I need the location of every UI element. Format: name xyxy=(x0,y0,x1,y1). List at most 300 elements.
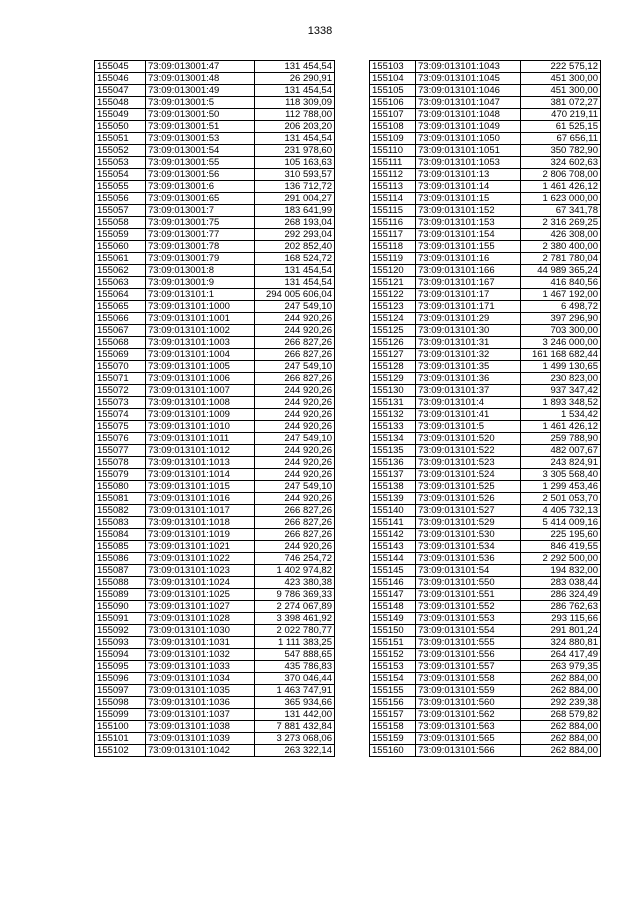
row-number-cell: 155156 xyxy=(370,697,416,709)
cadastral-number-cell: 73:09:013001:7 xyxy=(146,205,255,217)
cadastral-number-cell: 73:09:013101:563 xyxy=(416,721,521,733)
row-number-cell: 155066 xyxy=(95,313,146,325)
table-row xyxy=(370,697,601,709)
row-number-cell: 155132 xyxy=(370,409,416,421)
table-row xyxy=(370,97,601,109)
table-row xyxy=(370,361,601,373)
table-row xyxy=(95,721,335,733)
cadastral-number-cell: 73:09:013101:558 xyxy=(416,673,521,685)
value-cell: 3 398 461,92 xyxy=(255,613,335,625)
value-cell: 131 454,54 xyxy=(255,133,335,145)
value-cell: 262 884,00 xyxy=(521,685,601,697)
row-number-cell: 155120 xyxy=(370,265,416,277)
row-number-cell: 155061 xyxy=(95,253,146,265)
row-number-cell: 155121 xyxy=(370,277,416,289)
table-row xyxy=(370,61,601,73)
table-row xyxy=(370,421,601,433)
value-cell: 3 246 000,00 xyxy=(521,337,601,349)
table-row xyxy=(370,445,601,457)
row-number-cell: 155067 xyxy=(95,325,146,337)
value-cell: 244 920,26 xyxy=(255,313,335,325)
table-row xyxy=(95,337,335,349)
table-row xyxy=(95,361,335,373)
cadastral-number-cell: 73:09:013101:1053 xyxy=(416,157,521,169)
value-cell: 266 827,26 xyxy=(255,505,335,517)
cadastral-number-cell: 73:09:013001:49 xyxy=(146,85,255,97)
table-row xyxy=(370,433,601,445)
table-row xyxy=(95,709,335,721)
value-cell: 168 524,72 xyxy=(255,253,335,265)
value-cell: 937 347,42 xyxy=(521,385,601,397)
value-cell: 222 575,12 xyxy=(521,61,601,73)
value-cell: 9 786 369,33 xyxy=(255,589,335,601)
cadastral-number-cell: 73:09:013001:65 xyxy=(146,193,255,205)
cadastral-number-cell: 73:09:013101:566 xyxy=(416,745,521,757)
table-row xyxy=(95,73,335,85)
table-row xyxy=(95,373,335,385)
row-number-cell: 155112 xyxy=(370,169,416,181)
cadastral-number-cell: 73:09:013101:1007 xyxy=(146,385,255,397)
table-row xyxy=(370,673,601,685)
row-number-cell: 155160 xyxy=(370,745,416,757)
value-cell: 293 115,66 xyxy=(521,613,601,625)
row-number-cell: 155047 xyxy=(95,85,146,97)
row-number-cell: 155137 xyxy=(370,469,416,481)
cadastral-number-cell: 73:09:013101:1027 xyxy=(146,601,255,613)
table-row xyxy=(95,109,335,121)
row-number-cell: 155159 xyxy=(370,733,416,745)
table-row xyxy=(370,541,601,553)
value-cell: 1 299 453,46 xyxy=(521,481,601,493)
row-number-cell: 155126 xyxy=(370,337,416,349)
value-cell: 244 920,26 xyxy=(255,421,335,433)
cadastral-number-cell: 73:09:013101:152 xyxy=(416,205,521,217)
table-row xyxy=(95,301,335,313)
row-number-cell: 155049 xyxy=(95,109,146,121)
value-cell: 3 273 068,06 xyxy=(255,733,335,745)
cadastral-number-cell: 73:09:013101:560 xyxy=(416,697,521,709)
row-number-cell: 155068 xyxy=(95,337,146,349)
cadastral-number-cell: 73:09:013101:1013 xyxy=(146,457,255,469)
row-number-cell: 155055 xyxy=(95,181,146,193)
row-number-cell: 155046 xyxy=(95,73,146,85)
value-cell: 268 579,82 xyxy=(521,709,601,721)
row-number-cell: 155109 xyxy=(370,133,416,145)
cadastral-number-cell: 73:09:013001:54 xyxy=(146,145,255,157)
cadastral-number-cell: 73:09:013101:171 xyxy=(416,301,521,313)
row-number-cell: 155045 xyxy=(95,61,146,73)
cadastral-number-cell: 73:09:013101:534 xyxy=(416,541,521,553)
table-row xyxy=(370,661,601,673)
table-row xyxy=(95,445,335,457)
row-number-cell: 155093 xyxy=(95,637,146,649)
table-row xyxy=(370,157,601,169)
cadastral-number-cell: 73:09:013101:1032 xyxy=(146,649,255,661)
value-cell: 244 920,26 xyxy=(255,325,335,337)
row-number-cell: 155145 xyxy=(370,565,416,577)
table-row xyxy=(370,397,601,409)
row-number-cell: 155138 xyxy=(370,481,416,493)
row-number-cell: 155063 xyxy=(95,277,146,289)
row-number-cell: 155090 xyxy=(95,601,146,613)
table-row xyxy=(370,721,601,733)
table-row xyxy=(95,601,335,613)
row-number-cell: 155114 xyxy=(370,193,416,205)
cadastral-number-cell: 73:09:013001:75 xyxy=(146,217,255,229)
value-cell: 194 832,00 xyxy=(521,565,601,577)
table-row xyxy=(95,193,335,205)
table-row xyxy=(95,661,335,673)
row-number-cell: 155119 xyxy=(370,253,416,265)
cadastral-number-cell: 73:09:013101:1010 xyxy=(146,421,255,433)
value-cell: 310 593,57 xyxy=(255,169,335,181)
table-row xyxy=(370,493,601,505)
table-row xyxy=(370,481,601,493)
cadastral-number-cell: 73:09:013101:1049 xyxy=(416,121,521,133)
row-number-cell: 155074 xyxy=(95,409,146,421)
cadastral-number-cell: 73:09:013101:1045 xyxy=(416,73,521,85)
cadastral-number-cell: 73:09:013101:562 xyxy=(416,709,521,721)
cadastral-number-cell: 73:09:013001:53 xyxy=(146,133,255,145)
table-row xyxy=(95,553,335,565)
table-row xyxy=(370,301,601,313)
table-row xyxy=(370,709,601,721)
row-number-cell: 155106 xyxy=(370,97,416,109)
cadastral-number-cell: 73:09:013101:1004 xyxy=(146,349,255,361)
cadastral-number-cell: 73:09:013101:1048 xyxy=(416,109,521,121)
table-row xyxy=(95,517,335,529)
row-number-cell: 155052 xyxy=(95,145,146,157)
cadastral-number-cell: 73:09:013101:551 xyxy=(416,589,521,601)
value-cell: 131 454,54 xyxy=(255,277,335,289)
cadastral-number-cell: 73:09:013101:1034 xyxy=(146,673,255,685)
value-cell: 291 801,24 xyxy=(521,625,601,637)
row-number-cell: 155065 xyxy=(95,301,146,313)
table-row xyxy=(370,241,601,253)
cadastral-number-cell: 73:09:013001:50 xyxy=(146,109,255,121)
value-cell: 26 290,91 xyxy=(255,73,335,85)
table-row xyxy=(370,145,601,157)
row-number-cell: 155149 xyxy=(370,613,416,625)
page-number: 1338 xyxy=(307,25,333,37)
cadastral-number-cell: 73:09:013101:1024 xyxy=(146,577,255,589)
row-number-cell: 155143 xyxy=(370,541,416,553)
table-row xyxy=(95,181,335,193)
cadastral-number-cell: 73:09:013101:14 xyxy=(416,181,521,193)
row-number-cell: 155125 xyxy=(370,325,416,337)
table-row xyxy=(95,565,335,577)
row-number-cell: 155059 xyxy=(95,229,146,241)
row-number-cell: 155110 xyxy=(370,145,416,157)
cadastral-number-cell: 73:09:013101:1023 xyxy=(146,565,255,577)
value-cell: 244 920,26 xyxy=(255,457,335,469)
value-cell: 183 641,99 xyxy=(255,205,335,217)
value-cell: 262 884,00 xyxy=(521,745,601,757)
row-number-cell: 155105 xyxy=(370,85,416,97)
table-row xyxy=(95,541,335,553)
value-cell: 244 920,26 xyxy=(255,409,335,421)
cadastral-number-cell: 73:09:013101:559 xyxy=(416,685,521,697)
row-number-cell: 155150 xyxy=(370,625,416,637)
value-cell: 1 534,42 xyxy=(521,409,601,421)
value-cell: 136 712,72 xyxy=(255,181,335,193)
cadastral-number-cell: 73:09:013101:522 xyxy=(416,445,521,457)
cadastral-number-cell: 73:09:013101:1050 xyxy=(416,133,521,145)
value-cell: 263 979,35 xyxy=(521,661,601,673)
cadastral-number-cell: 73:09:013101:520 xyxy=(416,433,521,445)
cadastral-number-cell: 73:09:013101:552 xyxy=(416,601,521,613)
table-row xyxy=(370,385,601,397)
table-row xyxy=(95,313,335,325)
right-table xyxy=(369,60,601,757)
cadastral-number-cell: 73:09:013101:554 xyxy=(416,625,521,637)
table-row xyxy=(95,637,335,649)
value-cell: 161 168 682,44 xyxy=(521,349,601,361)
table-row xyxy=(95,433,335,445)
cadastral-number-cell: 73:09:013001:5 xyxy=(146,97,255,109)
table-row xyxy=(95,733,335,745)
table-row xyxy=(95,217,335,229)
value-cell: 264 417,49 xyxy=(521,649,601,661)
cadastral-number-cell: 73:09:013101:523 xyxy=(416,457,521,469)
cadastral-number-cell: 73:09:013101:4 xyxy=(416,397,521,409)
value-cell: 350 782,90 xyxy=(521,145,601,157)
table-row xyxy=(95,205,335,217)
cadastral-number-cell: 73:09:013101:1 xyxy=(146,289,255,301)
cadastral-number-cell: 73:09:013101:1015 xyxy=(146,481,255,493)
table-row xyxy=(370,505,601,517)
row-number-cell: 155122 xyxy=(370,289,416,301)
value-cell: 397 296,90 xyxy=(521,313,601,325)
value-cell: 451 300,00 xyxy=(521,85,601,97)
cadastral-number-cell: 73:09:013101:1016 xyxy=(146,493,255,505)
value-cell: 247 549,10 xyxy=(255,481,335,493)
table-row xyxy=(370,85,601,97)
value-cell: 230 823,00 xyxy=(521,373,601,385)
cadastral-number-cell: 73:09:013101:530 xyxy=(416,529,521,541)
table-row xyxy=(370,121,601,133)
cadastral-number-cell: 73:09:013101:1038 xyxy=(146,721,255,733)
value-cell: 262 884,00 xyxy=(521,733,601,745)
row-number-cell: 155144 xyxy=(370,553,416,565)
cadastral-number-cell: 73:09:013001:77 xyxy=(146,229,255,241)
value-cell: 266 827,26 xyxy=(255,337,335,349)
row-number-cell: 155089 xyxy=(95,589,146,601)
cadastral-number-cell: 73:09:013101:1030 xyxy=(146,625,255,637)
value-cell: 247 549,10 xyxy=(255,433,335,445)
table-row xyxy=(370,277,601,289)
row-number-cell: 155124 xyxy=(370,313,416,325)
value-cell: 292 239,38 xyxy=(521,697,601,709)
cadastral-number-cell: 73:09:013101:556 xyxy=(416,649,521,661)
row-number-cell: 155131 xyxy=(370,397,416,409)
value-cell: 283 038,44 xyxy=(521,577,601,589)
row-number-cell: 155111 xyxy=(370,157,416,169)
value-cell: 2 806 708,00 xyxy=(521,169,601,181)
value-cell: 324 880,81 xyxy=(521,637,601,649)
cadastral-number-cell: 73:09:013101:1018 xyxy=(146,517,255,529)
table-row xyxy=(95,421,335,433)
value-cell: 247 549,10 xyxy=(255,361,335,373)
cadastral-number-cell: 73:09:013101:1047 xyxy=(416,97,521,109)
table-row xyxy=(370,181,601,193)
table-row xyxy=(95,349,335,361)
value-cell: 5 414 009,16 xyxy=(521,517,601,529)
table-row xyxy=(370,553,601,565)
cadastral-number-cell: 73:09:013101:1008 xyxy=(146,397,255,409)
row-number-cell: 155139 xyxy=(370,493,416,505)
cadastral-number-cell: 73:09:013101:1005 xyxy=(146,361,255,373)
cadastral-number-cell: 73:09:013001:48 xyxy=(146,73,255,85)
table-row xyxy=(370,577,601,589)
table-row xyxy=(370,289,601,301)
row-number-cell: 155102 xyxy=(95,745,146,757)
row-number-cell: 155104 xyxy=(370,73,416,85)
table-row xyxy=(95,229,335,241)
value-cell: 61 525,15 xyxy=(521,121,601,133)
value-cell: 244 920,26 xyxy=(255,469,335,481)
table-row xyxy=(95,397,335,409)
table-row xyxy=(95,85,335,97)
cadastral-number-cell: 73:09:013101:1035 xyxy=(146,685,255,697)
cadastral-number-cell: 73:09:013101:13 xyxy=(416,169,521,181)
value-cell: 112 788,00 xyxy=(255,109,335,121)
row-number-cell: 155095 xyxy=(95,661,146,673)
row-number-cell: 155115 xyxy=(370,205,416,217)
row-number-cell: 155116 xyxy=(370,217,416,229)
cadastral-number-cell: 73:09:013101:37 xyxy=(416,385,521,397)
table-row xyxy=(370,601,601,613)
cadastral-number-cell: 73:09:013101:16 xyxy=(416,253,521,265)
value-cell: 1 463 747,91 xyxy=(255,685,335,697)
table-row xyxy=(370,337,601,349)
cadastral-number-cell: 73:09:013101:1009 xyxy=(146,409,255,421)
table-row xyxy=(95,265,335,277)
value-cell: 263 322,14 xyxy=(255,745,335,757)
cadastral-number-cell: 73:09:013101:527 xyxy=(416,505,521,517)
value-cell: 381 072,27 xyxy=(521,97,601,109)
value-cell: 846 419,55 xyxy=(521,541,601,553)
value-cell: 67 656,11 xyxy=(521,133,601,145)
value-cell: 1 402 974,82 xyxy=(255,565,335,577)
value-cell: 266 827,26 xyxy=(255,349,335,361)
row-number-cell: 155051 xyxy=(95,133,146,145)
table-row xyxy=(95,289,335,301)
value-cell: 2 022 780,77 xyxy=(255,625,335,637)
table-row xyxy=(95,241,335,253)
table-row xyxy=(370,193,601,205)
row-number-cell: 155083 xyxy=(95,517,146,529)
row-number-cell: 155136 xyxy=(370,457,416,469)
value-cell: 1 467 192,00 xyxy=(521,289,601,301)
value-cell: 1 623 000,00 xyxy=(521,193,601,205)
cadastral-number-cell: 73:09:013101:565 xyxy=(416,733,521,745)
table-row xyxy=(370,265,601,277)
table-row xyxy=(95,697,335,709)
row-number-cell: 155154 xyxy=(370,673,416,685)
table-row xyxy=(370,649,601,661)
cadastral-number-cell: 73:09:013101:1051 xyxy=(416,145,521,157)
table-row xyxy=(370,217,601,229)
cadastral-number-cell: 73:09:013001:51 xyxy=(146,121,255,133)
row-number-cell: 155099 xyxy=(95,709,146,721)
cadastral-number-cell: 73:09:013001:6 xyxy=(146,181,255,193)
value-cell: 244 920,26 xyxy=(255,445,335,457)
row-number-cell: 155123 xyxy=(370,301,416,313)
table-row xyxy=(370,625,601,637)
value-cell: 244 920,26 xyxy=(255,385,335,397)
row-number-cell: 155057 xyxy=(95,205,146,217)
value-cell: 451 300,00 xyxy=(521,73,601,85)
row-number-cell: 155117 xyxy=(370,229,416,241)
row-number-cell: 155103 xyxy=(370,61,416,73)
row-number-cell: 155118 xyxy=(370,241,416,253)
row-number-cell: 155054 xyxy=(95,169,146,181)
table-row xyxy=(370,733,601,745)
table-row xyxy=(370,325,601,337)
row-number-cell: 155056 xyxy=(95,193,146,205)
value-cell: 2 781 780,04 xyxy=(521,253,601,265)
value-cell: 746 254,72 xyxy=(255,553,335,565)
cadastral-number-cell: 73:09:013101:54 xyxy=(416,565,521,577)
table-row xyxy=(370,469,601,481)
table-row xyxy=(370,109,601,121)
cadastral-number-cell: 73:09:013101:1036 xyxy=(146,697,255,709)
table-row xyxy=(95,145,335,157)
table-row xyxy=(95,577,335,589)
row-number-cell: 155127 xyxy=(370,349,416,361)
cadastral-number-cell: 73:09:013101:529 xyxy=(416,517,521,529)
row-number-cell: 155101 xyxy=(95,733,146,745)
value-cell: 266 827,26 xyxy=(255,529,335,541)
cadastral-number-cell: 73:09:013101:5 xyxy=(416,421,521,433)
row-number-cell: 155107 xyxy=(370,109,416,121)
row-number-cell: 155069 xyxy=(95,349,146,361)
table-row xyxy=(370,169,601,181)
value-cell: 1 893 348,52 xyxy=(521,397,601,409)
cadastral-number-cell: 73:09:013101:1002 xyxy=(146,325,255,337)
table-row xyxy=(370,133,601,145)
cadastral-number-cell: 73:09:013101:1042 xyxy=(146,745,255,757)
cadastral-number-cell: 73:09:013101:1017 xyxy=(146,505,255,517)
table-row xyxy=(370,613,601,625)
value-cell: 470 219,11 xyxy=(521,109,601,121)
value-cell: 266 827,26 xyxy=(255,517,335,529)
row-number-cell: 155058 xyxy=(95,217,146,229)
table-row xyxy=(95,745,335,757)
row-number-cell: 155062 xyxy=(95,265,146,277)
table-row xyxy=(95,529,335,541)
table-row xyxy=(370,349,601,361)
value-cell: 291 004,27 xyxy=(255,193,335,205)
value-cell: 286 324,49 xyxy=(521,589,601,601)
row-number-cell: 155060 xyxy=(95,241,146,253)
table-row xyxy=(95,685,335,697)
row-number-cell: 155073 xyxy=(95,397,146,409)
row-number-cell: 155050 xyxy=(95,121,146,133)
cadastral-number-cell: 73:09:013101:555 xyxy=(416,637,521,649)
value-cell: 131 454,54 xyxy=(255,61,335,73)
cadastral-number-cell: 73:09:013001:79 xyxy=(146,253,255,265)
cadastral-number-cell: 73:09:013001:55 xyxy=(146,157,255,169)
cadastral-number-cell: 73:09:013101:41 xyxy=(416,409,521,421)
value-cell: 547 888,65 xyxy=(255,649,335,661)
table-row xyxy=(95,253,335,265)
cadastral-number-cell: 73:09:013101:1014 xyxy=(146,469,255,481)
row-number-cell: 155053 xyxy=(95,157,146,169)
value-cell: 4 405 732,13 xyxy=(521,505,601,517)
table-row xyxy=(370,457,601,469)
